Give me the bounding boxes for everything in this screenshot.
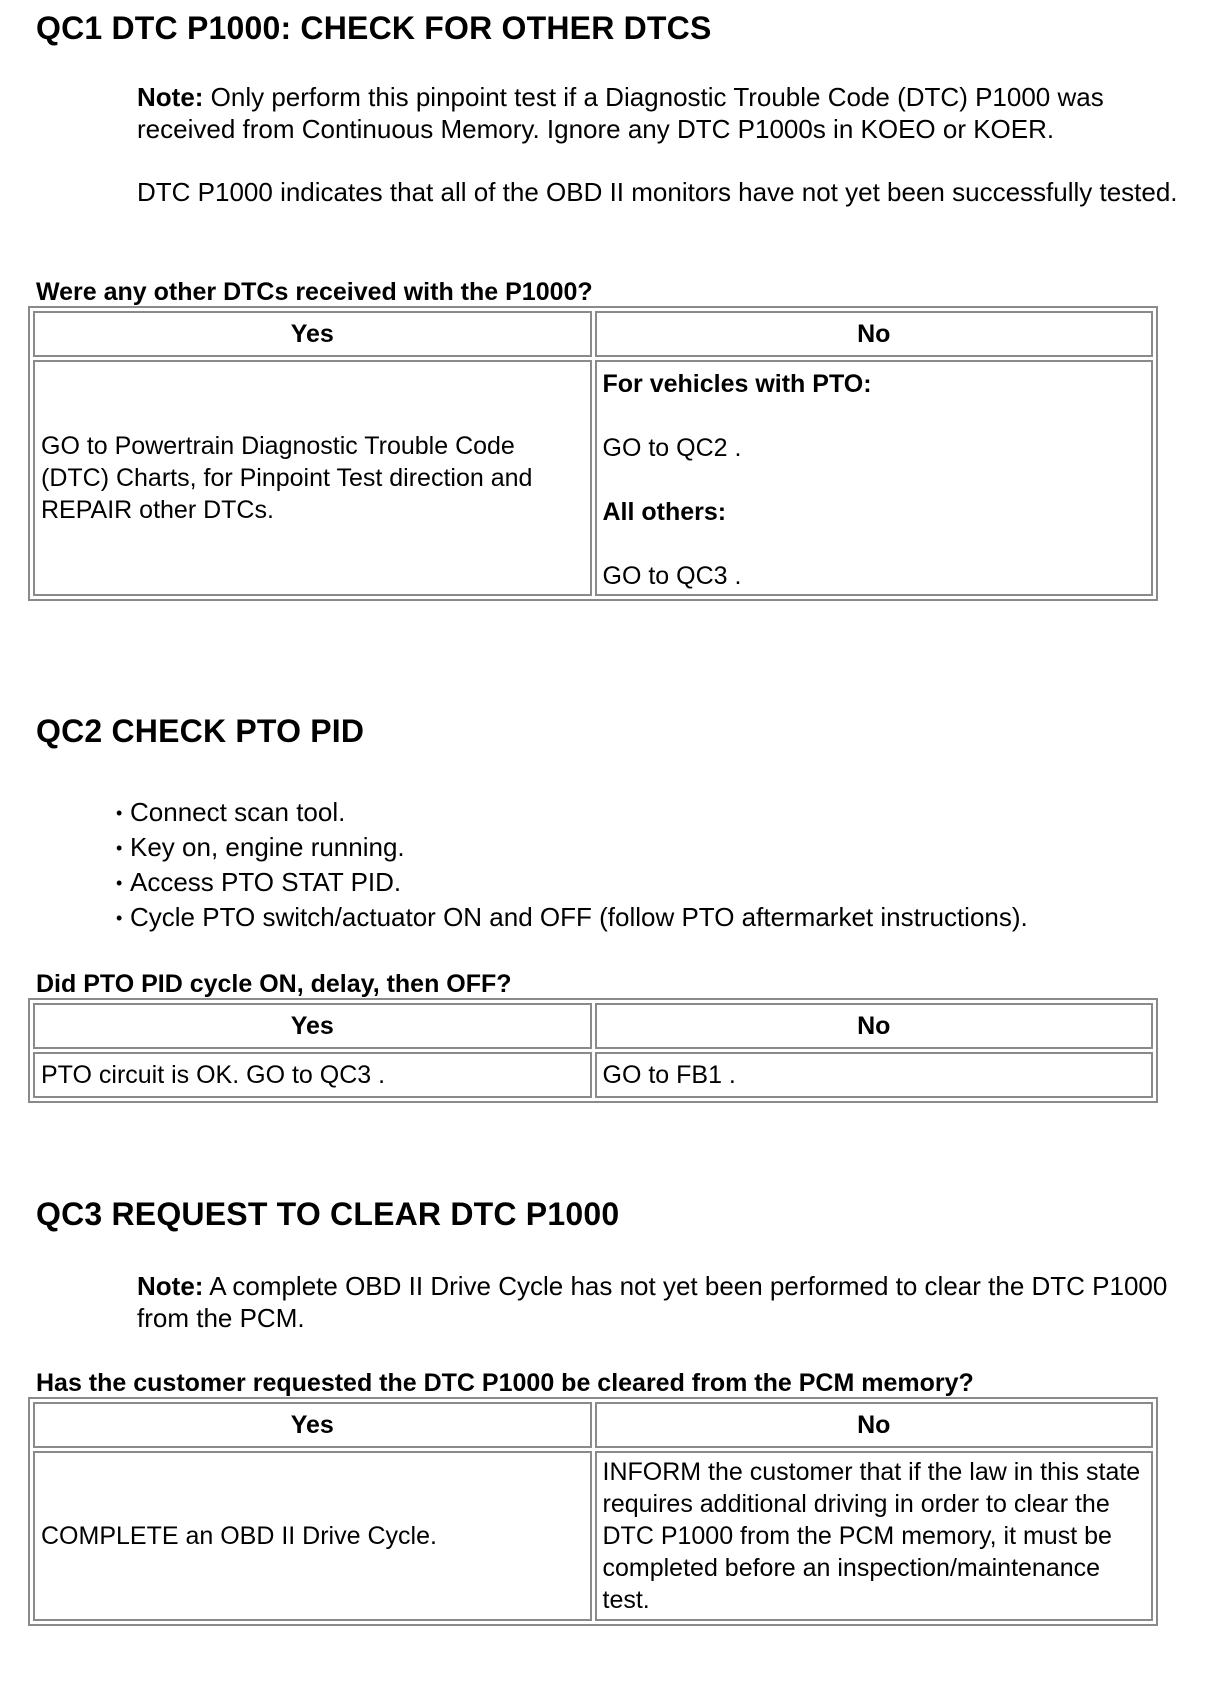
qc3-note-label: Note: bbox=[137, 1271, 204, 1301]
qc3-heading: QC3 REQUEST TO CLEAR DTC P1000 bbox=[36, 1196, 620, 1232]
yes-header: Yes bbox=[33, 311, 592, 357]
table-header-row bbox=[33, 1003, 1153, 1049]
no-header: No bbox=[595, 311, 1154, 357]
table-header-row bbox=[33, 311, 1153, 357]
table-row bbox=[33, 360, 1153, 596]
qc1-yes-cell: GO to Powertrain Diagnostic Trouble Code (DTC) Charts, for Pinpoint Test direction and REPAIR other DTCs. bbox=[33, 360, 592, 596]
step-text: Cycle PTO switch/actuator ON and OFF (follow PTO aftermarket instructions). bbox=[130, 902, 1028, 932]
qc3-answer-table bbox=[28, 1397, 1158, 1626]
bullet-icon: • bbox=[116, 803, 123, 823]
qc1-no-label-others: All others: bbox=[602, 498, 727, 526]
qc1-no-cell bbox=[595, 360, 1154, 596]
yes-header: Yes bbox=[33, 1003, 592, 1049]
list-item bbox=[116, 795, 1028, 830]
qc2-question: Did PTO PID cycle ON, delay, then OFF? bbox=[36, 970, 512, 998]
qc3-note-text: A complete OBD II Drive Cycle has not yet been performed to clear the DTC P1000 from the PCM. bbox=[137, 1271, 1168, 1333]
qc1-note-text: Only perform this pinpoint test if a Diagnostic Trouble Code (DTC) P1000 was received from Continuous Memory. Ignore any DTC P1000s in KOEO or KOER. bbox=[137, 82, 1104, 144]
list-item bbox=[116, 900, 1028, 935]
table-row bbox=[33, 1052, 1153, 1098]
qc2-answer-table bbox=[28, 998, 1158, 1103]
bullet-icon: • bbox=[116, 838, 123, 858]
qc1-heading: QC1 DTC P1000: CHECK FOR OTHER DTCS bbox=[36, 10, 712, 46]
qc3-yes-cell: COMPLETE an OBD II Drive Cycle. bbox=[33, 1451, 592, 1621]
qc3-note bbox=[137, 1270, 1187, 1334]
qc1-note bbox=[137, 81, 1187, 145]
qc1-answer-table bbox=[28, 306, 1158, 601]
table-header-row bbox=[33, 1402, 1153, 1448]
qc1-note-label: Note: bbox=[137, 82, 204, 112]
qc1-question: Were any other DTCs received with the P1000? bbox=[36, 278, 593, 306]
qc2-heading: QC2 CHECK PTO PID bbox=[36, 713, 365, 749]
qc1-no-goto-qc3: GO to QC3 . bbox=[602, 562, 742, 590]
qc3-no-cell: INFORM the customer that if the law in this state requires additional driving in order to clear the DTC P1000 from the PCM memory, it must be completed before an inspection/maintenance test. bbox=[595, 1451, 1154, 1621]
qc2-yes-cell: PTO circuit is OK. GO to QC3 . bbox=[33, 1052, 592, 1098]
qc2-step-list bbox=[116, 795, 1028, 935]
table-row bbox=[33, 1451, 1153, 1621]
list-item bbox=[116, 830, 1028, 865]
step-text: Connect scan tool. bbox=[130, 797, 346, 827]
bullet-icon: • bbox=[116, 873, 123, 893]
step-text: Access PTO STAT PID. bbox=[130, 867, 402, 897]
step-text: Key on, engine running. bbox=[130, 832, 405, 862]
qc3-question: Has the customer requested the DTC P1000 be cleared from the PCM memory? bbox=[36, 1369, 974, 1397]
no-header: No bbox=[595, 1402, 1154, 1448]
qc2-no-cell: GO to FB1 . bbox=[595, 1052, 1154, 1098]
bullet-icon: • bbox=[116, 908, 123, 928]
yes-header: Yes bbox=[33, 1402, 592, 1448]
qc1-info: DTC P1000 indicates that all of the OBD II monitors have not yet been successfully tested. bbox=[137, 177, 1178, 207]
qc1-no-goto-qc2: GO to QC2 . bbox=[602, 434, 742, 462]
list-item bbox=[116, 865, 1028, 900]
qc1-no-label-pto: For vehicles with PTO: bbox=[602, 370, 872, 398]
no-header: No bbox=[595, 1003, 1154, 1049]
